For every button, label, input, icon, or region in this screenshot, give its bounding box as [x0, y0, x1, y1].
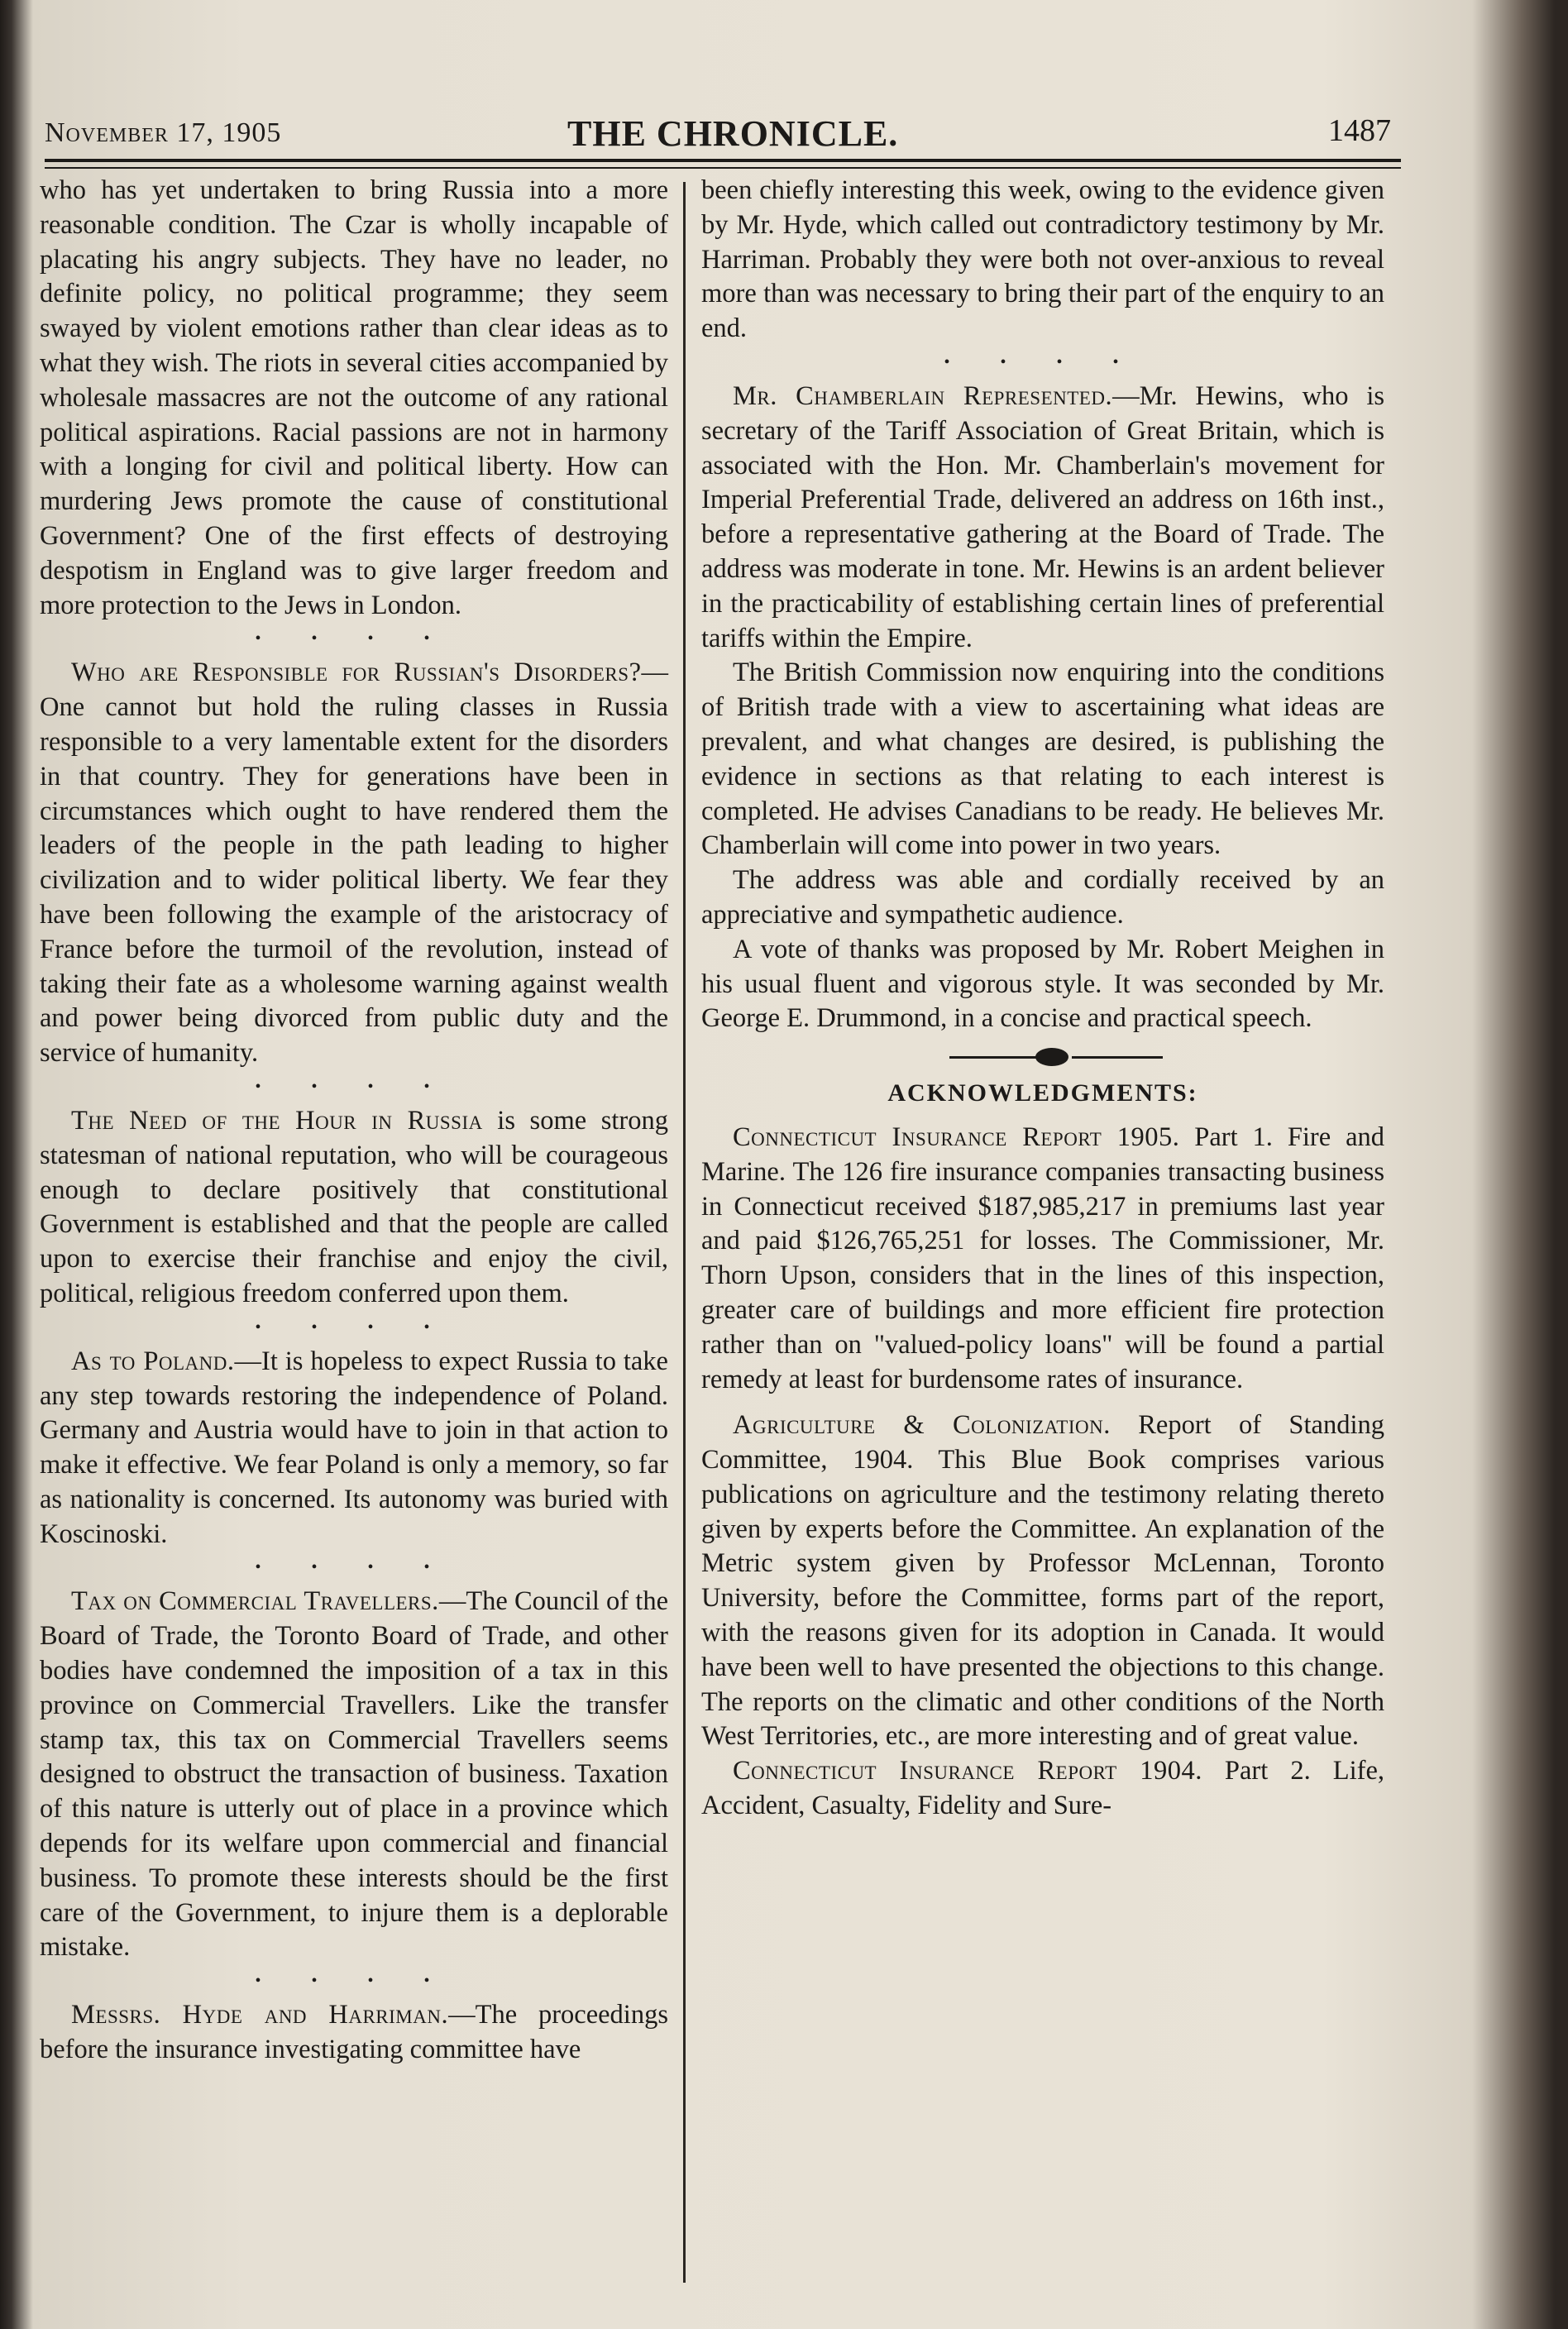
- right-column: [701, 174, 1384, 1824]
- publication-title: THE CHRONICLE.: [567, 113, 899, 154]
- article-section: [40, 656, 668, 1071]
- section-separator: • • • •: [944, 352, 1142, 371]
- section-heading: Mr. Chamberlain Represented.: [733, 380, 1113, 411]
- entry-body: Part 2. Life, Accident, Casualty, Fidelity and Sure-: [701, 1756, 1385, 1821]
- section-separator: • • • •: [255, 1077, 453, 1096]
- article-section: [40, 1998, 668, 2068]
- section-separator: • • • •: [255, 1318, 453, 1337]
- acknowledgment-entry: [701, 1754, 1384, 1824]
- article-section: [40, 1104, 668, 1312]
- article-paragraph: The address was able and cordially received by an appreciative and sympathetic audience.: [701, 865, 1384, 930]
- ornament-line-left: [949, 1056, 1040, 1059]
- section-body: —The Council of the Board of Trade, the Toronto Board of Trade, and other bodies have condemned the imposition of a tax in this province on Commercial Travellers. Like the transfer stamp tax, this tax on Commercial Travellers seems designed to obstruct the transaction of business. Taxation of this nature is utterly out of place in a province which depends for its welfare upon commercial and financial business. To promote these interests should be the first care of the Government, to injure them is a deplorable mistake.: [40, 1586, 668, 1963]
- section-separator: • • • •: [255, 1972, 453, 1991]
- section-body: —It is hopeless to expect Russia to take any step towards restoring the independence of Poland. Germany and Austria would have to join in that action to make it effective. We fear Poland is only a memory, so far as nationality is concerned. Its autonomy was buried with Koscinoski.: [40, 1346, 668, 1549]
- article-section: [701, 380, 1384, 656]
- section-separator: • • • •: [255, 629, 453, 648]
- article-paragraph: A vote of thanks was proposed by Mr. Robert Meighen in his usual fluent and vigorous style. It was seconded by Mr. George E. Drummond, in a concise and practical speech.: [701, 934, 1384, 1034]
- section-heading: The Need of the Hour in Russia: [71, 1105, 483, 1136]
- header-rule-thin: [45, 167, 1401, 169]
- article-section: [40, 1345, 668, 1552]
- article-section: [40, 1585, 668, 1965]
- section-heading: Tax on Commercial Travellers.: [71, 1586, 439, 1617]
- acknowledgments-heading: ACKNOWLEDGMENTS:: [887, 1079, 1198, 1107]
- article-paragraph: who has yet undertaken to bring Russia into a more reasonable condition. The Czar is wholly incapable of placating his angry subjects. They have no leader, no definite policy, no political programme; they seem swayed by violent emotions rather than clear ideas as to what they wish. The riots in several cities accompanied by wholesale massacres are not the outcome of any rational political aspirations. Racial passions are not in harmony with a longing for civil and political liberty. How can murdering Jews promote the cause of constitutional Government? One of the first effects of destroying despotism in England was to give larger freedom and more protection to the Jews in London.: [40, 175, 668, 620]
- left-column: [40, 174, 668, 2068]
- section-heading: Messrs. Hyde and Harriman.: [71, 2000, 449, 2030]
- section-body: —The proceedings before the insurance investigating committee have: [40, 2000, 668, 2065]
- section-body: —Mr. Hewins, who is secretary of the Tariff Association of Great Britain, which is associated with the Hon. Mr. Chamberlain's movement for Imperial Preferential Trade, delivered an address on 16th inst., before a representative gathering at the Board of Trade. The address was moderate in tone. Mr. Hewins is an ardent believer in the practicability of establishing certain lines of preferential tariffs within the Empire.: [701, 380, 1384, 653]
- column-divider: [683, 182, 686, 2283]
- entry-body: Part 1. Fire and Marine. The 126 fire insurance companies transacting business in Connecticut received $187,985,217 in premiums last year and paid $126,765,251 for losses. The Commissioner, Mr. Thorn Upson, considers that in the lines of this inspection, greater care of buildings and more efficient fire protection rather than on "valued-policy loans" will be found a partial remedy at least for burdensome rates of insurance.: [701, 1121, 1384, 1394]
- page-number: 1487: [1328, 113, 1391, 148]
- section-body: is some strong statesman of national reputation, who will be courageous enough to declare positively that constitutional Government is established and that the people are called upon to exercise their franchise and enjoy the civil, political, religious freedom conferred upon them.: [40, 1105, 668, 1308]
- section-separator: • • • •: [255, 1558, 453, 1577]
- article-paragraph: The British Commission now enquiring into the conditions of British trade with a view to ascertaining what ideas are prevalent, and what changes are desired, is publishing the evidence in sections as that relating to each interest is completed. He advises Canadians to be ready. He believes Mr. Chamberlain will come into power in two years.: [701, 658, 1384, 861]
- article-paragraph: been chiefly interesting this week, owing to the evidence given by Mr. Hyde, which called out contradictory testimony by Mr. Harriman. Probably they were both not over-anxious to reveal more than was necessary to bring their part of the enquiry to an end.: [701, 175, 1384, 344]
- section-heading: As to Poland.: [71, 1346, 235, 1376]
- acknowledgment-entry: [701, 1121, 1384, 1397]
- ornament-line-right: [1072, 1056, 1163, 1059]
- entry-heading: Agriculture & Colonization.: [733, 1410, 1111, 1441]
- ornament-center: [1035, 1048, 1068, 1066]
- issue-date: November 17, 1905: [45, 117, 282, 148]
- spacer: [701, 1397, 1384, 1408]
- section-heading: Who are Responsible for Russian's Disorders?: [71, 658, 642, 688]
- entry-heading: Connecticut Insurance Report 1904.: [733, 1756, 1202, 1786]
- entry-heading: Connecticut Insurance Report 1905.: [733, 1121, 1180, 1152]
- header-rule: [45, 159, 1401, 162]
- newspaper-page: [30, 58, 1510, 2307]
- entry-body: Report of Standing Committee, 1904. This Blue Book comprises various publications on agriculture and the testimony relating thereto given by experts before the Committee. An explanation of the Metric system given by Professor McLennan, Toronto University, before the Committee, forms part of the report, with the reasons given for its adoption in Canada. It would have been well to have presented the objections to this change. The reports on the climatic and other conditions of the North West Territories, etc., are more interesting and of great value.: [701, 1410, 1384, 1752]
- section-body: —One cannot but hold the ruling classes in Russia responsible to a very lamentable extent for the disorders in that country. They for generations have been in circumstances which ought to have rendered them the leaders of the people in the path leading to higher civilization and to wider political liberty. We fear they have been following the example of the aristocracy of France before the turmoil of the revolution, instead of taking their fate as a wholesome warning against wealth and power being divorced from public duty and the service of humanity.: [40, 658, 668, 1069]
- acknowledgment-entry: [701, 1408, 1384, 1754]
- decorative-rule: [701, 1043, 1384, 1073]
